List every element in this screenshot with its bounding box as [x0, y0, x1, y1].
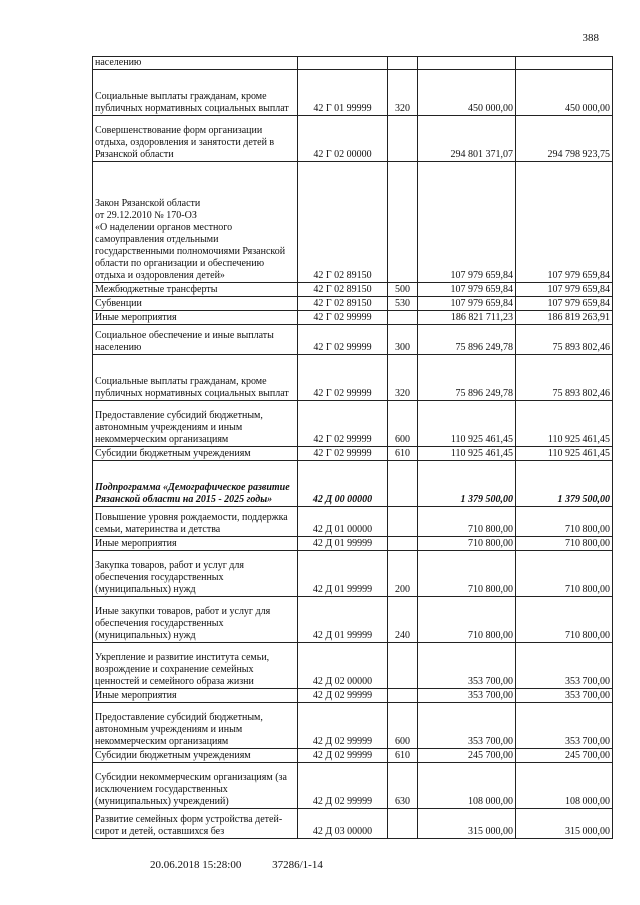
row-vr-cell [388, 643, 418, 689]
row-amount-2-cell: 245 700,00 [516, 749, 613, 763]
row-amount-1-cell: 353 700,00 [418, 689, 516, 703]
row-name-cell: Иные мероприятия [93, 311, 298, 325]
row-csr-cell: 42 Д 02 99999 [298, 763, 388, 809]
row-name-cell: Закупка товаров, работ и услуг для обеспечения государственных (муниципальных) нужд [93, 551, 298, 597]
row-csr-cell: 42 Г 02 89150 [298, 283, 388, 297]
row-amount-2-cell: 353 700,00 [516, 689, 613, 703]
row-amount-2-cell: 107 979 659,84 [516, 297, 613, 311]
table-row [93, 70, 613, 116]
row-csr-cell: 42 Д 01 00000 [298, 507, 388, 537]
row-amount-2-cell: 710 800,00 [516, 597, 613, 643]
row-amount-1-cell: 710 800,00 [418, 507, 516, 537]
table-row [93, 689, 613, 703]
row-name-cell: Субсидии бюджетным учреждениям [93, 447, 298, 461]
table-row [93, 551, 613, 597]
table-row [93, 809, 613, 839]
row-csr-cell: 42 Д 01 99999 [298, 551, 388, 597]
row-amount-2-cell: 450 000,00 [516, 70, 613, 116]
footer-doc-code: 37286/1-14 [272, 859, 323, 871]
row-amount-1-cell: 294 801 371,07 [418, 116, 516, 162]
row-amount-1-cell: 107 979 659,84 [418, 162, 516, 283]
row-vr-cell: 200 [388, 551, 418, 597]
row-amount-2-cell: 107 979 659,84 [516, 283, 613, 297]
table-row [93, 355, 613, 401]
row-name-cell: Межбюджетные трансферты [93, 283, 298, 297]
row-csr-cell: 42 Г 01 99999 [298, 70, 388, 116]
row-amount-1-cell: 107 979 659,84 [418, 283, 516, 297]
page-footer [150, 859, 351, 871]
row-amount-1-cell: 1 379 500,00 [418, 461, 516, 507]
row-name-cell: населению [93, 57, 298, 70]
row-amount-1-cell: 186 821 711,23 [418, 311, 516, 325]
row-amount-2-cell: 75 893 802,46 [516, 325, 613, 355]
row-name-cell: Повышение уровня рождаемости, поддержка семьи, материнства и детства [93, 507, 298, 537]
row-vr-cell: 610 [388, 447, 418, 461]
row-name-cell: Субсидии некоммерческим организациям (за исключением государственных (муниципальных) учреждений) [93, 763, 298, 809]
table-row [93, 283, 613, 297]
row-amount-2-cell: 110 925 461,45 [516, 447, 613, 461]
row-csr-cell: 42 Д 03 00000 [298, 809, 388, 839]
row-vr-cell [388, 57, 418, 70]
row-csr-cell [298, 57, 388, 70]
row-vr-cell: 320 [388, 355, 418, 401]
row-amount-2-cell: 710 800,00 [516, 507, 613, 537]
row-vr-cell [388, 116, 418, 162]
row-name-cell: Иные закупки товаров, работ и услуг для обеспечения государственных (муниципальных) нужд [93, 597, 298, 643]
row-csr-cell: 42 Д 02 00000 [298, 643, 388, 689]
row-name-cell: Совершенствование форм организации отдыха, оздоровления и занятости детей в Рязанской области [93, 116, 298, 162]
row-amount-2-cell: 75 893 802,46 [516, 355, 613, 401]
row-amount-1-cell: 315 000,00 [418, 809, 516, 839]
table-row [93, 297, 613, 311]
row-amount-1-cell: 107 979 659,84 [418, 297, 516, 311]
row-name-cell: Социальные выплаты гражданам, кроме публичных нормативных социальных выплат [93, 355, 298, 401]
row-csr-cell: 42 Д 02 99999 [298, 749, 388, 763]
row-amount-2-cell: 710 800,00 [516, 551, 613, 597]
table-row [93, 311, 613, 325]
row-amount-1-cell: 75 896 249,78 [418, 325, 516, 355]
table-row [93, 116, 613, 162]
row-csr-cell: 42 Г 02 89150 [298, 162, 388, 283]
row-name-cell: Социальные выплаты гражданам, кроме публичных нормативных социальных выплат [93, 70, 298, 116]
row-vr-cell: 240 [388, 597, 418, 643]
row-name-cell: Иные мероприятия [93, 537, 298, 551]
budget-table-body [93, 57, 613, 839]
row-vr-cell [388, 461, 418, 507]
row-name-cell: Укрепление и развитие института семьи, возрождение и сохранение семейных ценностей и семейного образа жизни [93, 643, 298, 689]
row-amount-1-cell: 710 800,00 [418, 551, 516, 597]
table-row [93, 461, 613, 507]
table-row [93, 597, 613, 643]
table-row [93, 162, 613, 283]
row-csr-cell: 42 Г 02 99999 [298, 401, 388, 447]
row-amount-2-cell: 186 819 263,91 [516, 311, 613, 325]
row-vr-cell [388, 162, 418, 283]
row-name-cell: Субвенции [93, 297, 298, 311]
table-row [93, 703, 613, 749]
row-amount-2-cell: 108 000,00 [516, 763, 613, 809]
row-amount-2-cell: 710 800,00 [516, 537, 613, 551]
row-amount-1-cell [418, 57, 516, 70]
table-row [93, 643, 613, 689]
row-vr-cell [388, 809, 418, 839]
row-amount-2-cell: 315 000,00 [516, 809, 613, 839]
row-amount-1-cell: 710 800,00 [418, 537, 516, 551]
row-amount-2-cell: 110 925 461,45 [516, 401, 613, 447]
table-row [93, 447, 613, 461]
row-name-cell: Развитие семейных форм устройства детей-сирот и детей, оставшихся без [93, 809, 298, 839]
row-name-cell: Социальное обеспечение и иные выплаты населению [93, 325, 298, 355]
row-amount-1-cell: 245 700,00 [418, 749, 516, 763]
row-amount-1-cell: 450 000,00 [418, 70, 516, 116]
row-amount-2-cell: 1 379 500,00 [516, 461, 613, 507]
row-vr-cell [388, 311, 418, 325]
footer-datetime: 20.06.2018 15:28:00 [150, 859, 242, 871]
row-csr-cell: 42 Д 00 00000 [298, 461, 388, 507]
row-amount-1-cell: 75 896 249,78 [418, 355, 516, 401]
table-row [93, 763, 613, 809]
row-csr-cell: 42 Г 02 99999 [298, 325, 388, 355]
row-vr-cell [388, 507, 418, 537]
row-amount-1-cell: 108 000,00 [418, 763, 516, 809]
table-row [93, 749, 613, 763]
table-row [93, 325, 613, 355]
row-vr-cell [388, 689, 418, 703]
row-name-cell: Предоставление субсидий бюджетным, автономным учреждениям и иным некоммерческим организациям [93, 401, 298, 447]
row-vr-cell: 530 [388, 297, 418, 311]
row-csr-cell: 42 Д 02 99999 [298, 703, 388, 749]
table-row [93, 537, 613, 551]
row-amount-1-cell: 110 925 461,45 [418, 401, 516, 447]
row-amount-2-cell [516, 57, 613, 70]
row-csr-cell: 42 Г 02 99999 [298, 447, 388, 461]
row-name-cell: Закон Рязанской области от 29.12.2010 № 170-ОЗ «О наделении органов местного самоуправления отдельными государственными полномочиями Рязанской области по организации и обеспечению отдыха и оздоровления детей» [93, 162, 298, 283]
row-csr-cell: 42 Г 02 00000 [298, 116, 388, 162]
row-csr-cell: 42 Д 01 99999 [298, 597, 388, 643]
row-vr-cell: 600 [388, 703, 418, 749]
row-csr-cell: 42 Д 02 99999 [298, 689, 388, 703]
row-amount-1-cell: 353 700,00 [418, 703, 516, 749]
row-vr-cell: 320 [388, 70, 418, 116]
row-name-cell: Подпрограмма «Демографическое развитие Рязанской области на 2015 - 2025 годы» [93, 461, 298, 507]
row-amount-1-cell: 353 700,00 [418, 643, 516, 689]
row-amount-2-cell: 294 798 923,75 [516, 116, 613, 162]
row-name-cell: Субсидии бюджетным учреждениям [93, 749, 298, 763]
table-row [93, 507, 613, 537]
row-amount-1-cell: 110 925 461,45 [418, 447, 516, 461]
row-amount-1-cell: 710 800,00 [418, 597, 516, 643]
row-vr-cell: 630 [388, 763, 418, 809]
budget-table [92, 56, 613, 839]
row-vr-cell: 610 [388, 749, 418, 763]
row-csr-cell: 42 Г 02 99999 [298, 311, 388, 325]
row-name-cell: Предоставление субсидий бюджетным, автономным учреждениям и иным некоммерческим организациям [93, 703, 298, 749]
row-vr-cell: 500 [388, 283, 418, 297]
row-amount-2-cell: 353 700,00 [516, 703, 613, 749]
row-csr-cell: 42 Г 02 89150 [298, 297, 388, 311]
row-amount-2-cell: 353 700,00 [516, 643, 613, 689]
row-vr-cell: 600 [388, 401, 418, 447]
row-vr-cell: 300 [388, 325, 418, 355]
table-row [93, 57, 613, 70]
row-csr-cell: 42 Г 02 99999 [298, 355, 388, 401]
row-name-cell: Иные мероприятия [93, 689, 298, 703]
row-csr-cell: 42 Д 01 99999 [298, 537, 388, 551]
page-number: 388 [582, 32, 599, 44]
row-vr-cell [388, 537, 418, 551]
table-row [93, 401, 613, 447]
row-amount-2-cell: 107 979 659,84 [516, 162, 613, 283]
